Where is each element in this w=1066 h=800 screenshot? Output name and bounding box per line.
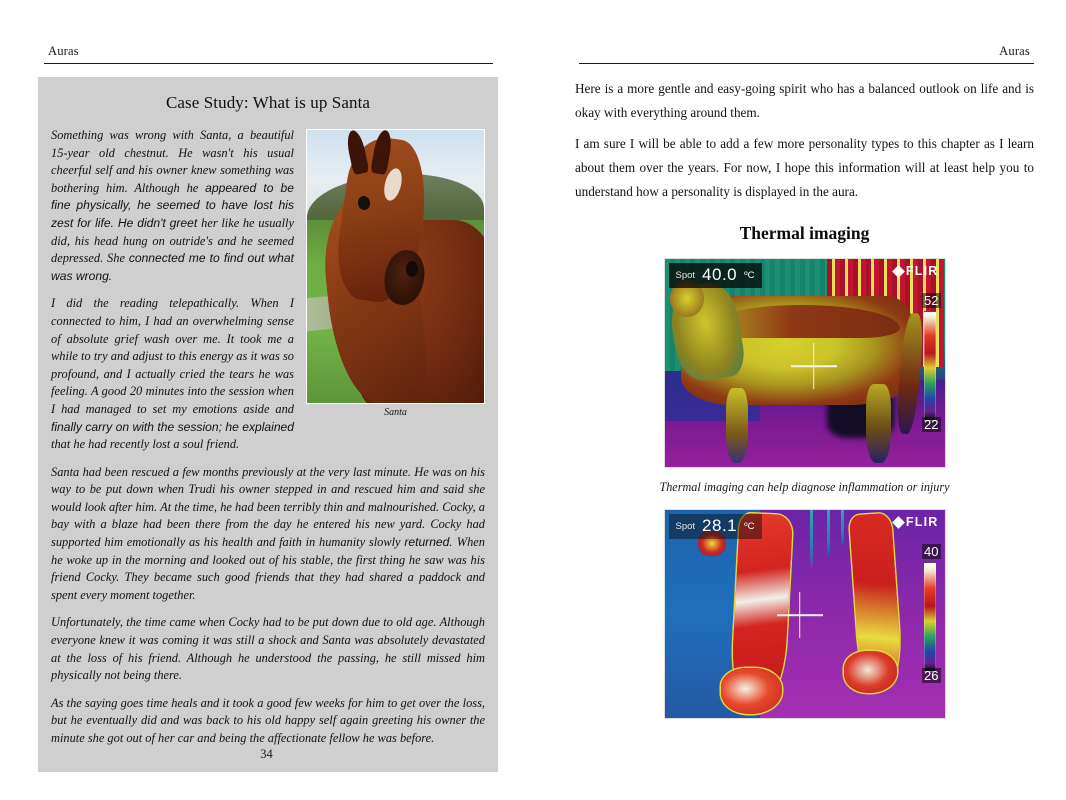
thermal-figure-2 bbox=[575, 509, 1034, 719]
page-number: 34 bbox=[260, 747, 273, 761]
header-rule-right bbox=[579, 63, 1034, 64]
thermal2-scale-max: 40 bbox=[924, 544, 939, 559]
thermal1-scale-min: 22 bbox=[924, 417, 939, 432]
thermal2-crosshair-icon bbox=[777, 592, 823, 638]
thermal2-left-hoof bbox=[721, 668, 783, 714]
thermal2-right-hoof bbox=[844, 651, 897, 693]
right-paragraph-2: I am sure I will be able to add a few more personality types to this chapter as I learn about them over the years. For now, I hope this information will at least help you to understand how a personality is displayed in the aura. bbox=[575, 136, 1034, 199]
case-p1-run-2: appeared to be fine physically, he seemed to have lost his zest for life. He didn't greet bbox=[51, 180, 294, 230]
case-p2-run-3: that he had recently lost a soul friend. bbox=[51, 437, 240, 452]
case-p2-run-1: I did the reading telepathically. When I connected to him, I had an overwhelming sense of absolute grief wash over me. It took me a while to try and adjust to this energy as it was so profound, and I actually cried the tears he was feeling. A good 20 minutes into the session when I had managed to set my emotions aside and bbox=[51, 296, 294, 416]
thermal1-horse-hindleg bbox=[866, 384, 891, 463]
running-header-right: Auras bbox=[999, 44, 1030, 58]
section-title-thermal-imaging: Thermal imaging bbox=[739, 223, 870, 243]
thermal2-streak-2 bbox=[827, 510, 830, 556]
thermal1-spot-label: Spot bbox=[675, 269, 696, 281]
thermal2-color-scale bbox=[924, 562, 936, 672]
thermal2-spot-readout bbox=[669, 514, 763, 539]
case-p1-run-4: connected me to find out what was wrong. bbox=[51, 251, 294, 283]
thermal2-streak-3 bbox=[841, 510, 844, 545]
case-paragraph-4: Unfortunately, the time came when Cocky had to be put down due to old age. Although everyone knew it was coming it was still a shock and Santa was absolutely devastated at the loss of his friend. Although he understood the passing, he still missed him physically not being there. bbox=[51, 615, 485, 683]
running-header-left: Auras bbox=[48, 44, 79, 58]
thermal1-flir-logo bbox=[894, 264, 939, 278]
thermal2-scale-min: 26 bbox=[924, 668, 939, 683]
thermal1-scale-max: 52 bbox=[924, 293, 939, 308]
case-p1-run-1: Something was wrong with Santa, a beautiful 15-year old chestnut. He wasn't his usual cheerful self and his owner knew something was bothering him. Although he bbox=[51, 128, 294, 195]
thermal-image-horse-body bbox=[664, 258, 946, 468]
thermal2-spot-unit: ºC bbox=[744, 520, 755, 532]
header-rule-left bbox=[44, 63, 493, 64]
thermal1-color-scale bbox=[924, 311, 936, 421]
case-paragraph-3 bbox=[51, 464, 485, 605]
thermal-figure-1 bbox=[575, 258, 1034, 468]
case-p1-run-3: her like he usually did, his head hung on outride's and he seemed depressed. She bbox=[51, 215, 294, 266]
right-page bbox=[533, 0, 1066, 800]
case-study-box bbox=[38, 77, 498, 772]
thermal2-flir-logo bbox=[894, 515, 939, 529]
case-p3-run-1: Santa had been rescued a few months previously at the very last minute. He was on his way to be put down when Trudi his owner stepped in and rescued him and said she would look after him. At the time, he had been terribly thin and malnourished. Cocky, a bay with a blaze had been there from the day he entered his new yard. Cocky had supported him emotionally as his health and faith in humanity slowly bbox=[51, 464, 485, 550]
case-p2-run-2: finally carry on with the session; he explained bbox=[51, 419, 294, 434]
case-study-title: Case Study: What is up Santa bbox=[165, 93, 371, 112]
santa-photo-caption: Santa bbox=[306, 404, 485, 418]
thermal-figure-1-caption: Thermal imaging can help diagnose inflammation or injury bbox=[659, 480, 950, 494]
flir-diamond-icon bbox=[892, 265, 905, 278]
thermal2-flir-text: FLIR bbox=[905, 515, 939, 529]
santa-photo bbox=[306, 129, 485, 404]
thermal1-spot-readout bbox=[669, 263, 763, 288]
case-paragraph-5: As the saying goes time heals and it took a good few weeks for him to get over the loss, but he eventually did and was back to his old happy self again greeting his owner the minute she got out of her car and being the affectionate fellow he was before. bbox=[51, 695, 485, 745]
thermal1-crosshair-icon bbox=[791, 343, 837, 389]
case-p3-run-2: returned. bbox=[404, 535, 457, 550]
thermal1-horse-foreleg bbox=[726, 388, 748, 463]
thermal1-flir-text: FLIR bbox=[905, 264, 939, 278]
thermal-image-horse-legs bbox=[664, 509, 946, 719]
right-paragraph-1: Here is a more gentle and easy-going spirit who has a balanced outlook on life and is okay with everything around them. bbox=[575, 81, 1034, 120]
thermal1-spot-unit: ºC bbox=[744, 269, 755, 281]
santa-photo-figure bbox=[306, 129, 485, 418]
thermal2-spot-label: Spot bbox=[675, 520, 696, 532]
case-p3-run-3: When he woke up in the morning and looked out of his stable, the first thing he saw was his friend Cocky. They became such good friends that they had shared a paddock and spent every moment together. bbox=[51, 535, 485, 602]
flir-diamond-icon bbox=[892, 516, 905, 529]
thermal2-spot-value: 28.1 bbox=[702, 516, 738, 535]
thermal1-spot-value: 40.0 bbox=[702, 265, 738, 284]
